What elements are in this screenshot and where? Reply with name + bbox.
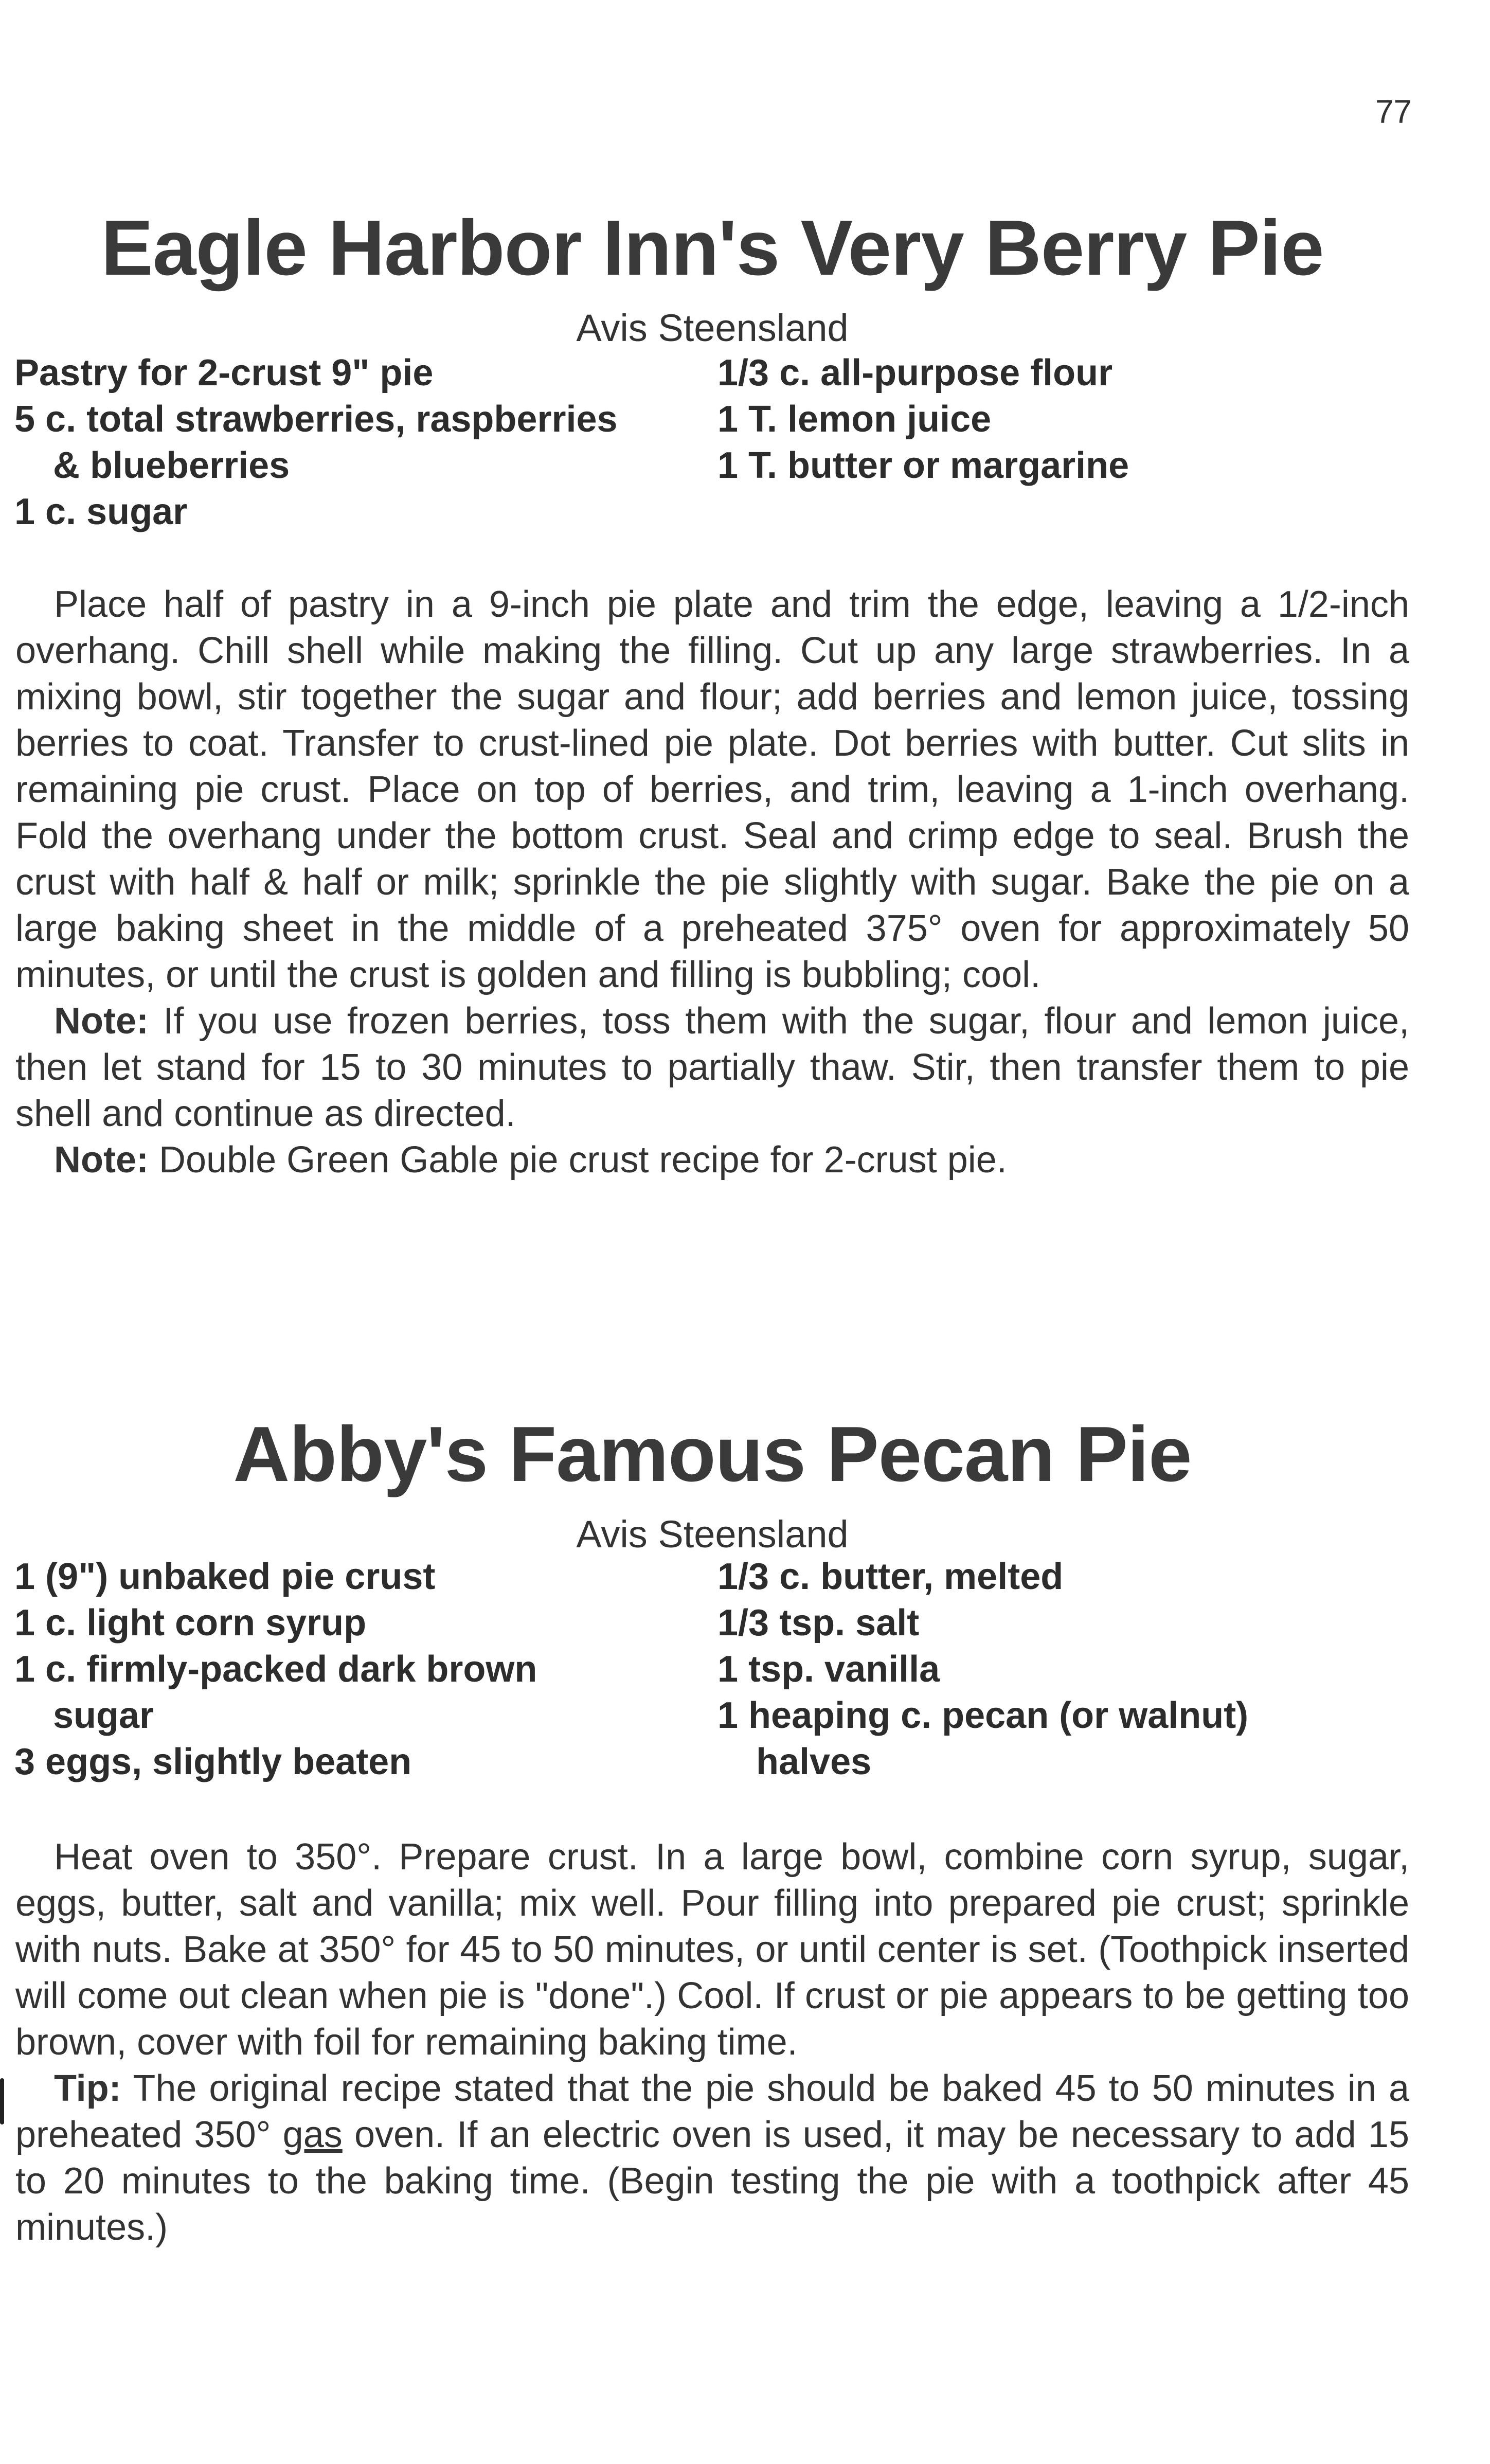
ingredient-item: 1/3 c. all-purpose flour bbox=[717, 352, 1113, 394]
page-number: 77 bbox=[1375, 93, 1412, 130]
recipe-note bbox=[15, 1137, 1409, 1183]
ingredient-item: & blueberries bbox=[53, 445, 290, 486]
note-text: If you use frozen berries, toss them with the sugar, flour and lemon juice, then let stand for 15 to 30 minutes to partially thaw. Stir, then transfer them to pie shell and continue as directed. bbox=[15, 1001, 1409, 1134]
ingredient-item: Pastry for 2-crust 9" pie bbox=[14, 352, 434, 394]
tip-text: oven. If an electric oven is used, it may be necessary to add 15 to 20 minutes to the baking time. (Begin testing the pie with a toothpick after 45 minutes.) bbox=[15, 2114, 1409, 2248]
ingredient-item: 1 T. butter or margarine bbox=[717, 445, 1129, 486]
note-text: Double Green Gable pie crust recipe for 2-crust pie. bbox=[148, 1139, 1007, 1181]
recipe-directions: Place half of pastry in a 9-inch pie plate and trim the edge, leaving a 1/2-inch overhang. Chill shell while making the filling. Cut up any large strawberries. In a mixing bowl, stir together the sugar and flour; add berries and lemon juice, tossing berries to coat. Transfer to crust-lined pie plate. Dot berries with butter. Cut slits in remaining pie crust. Place on top of berries, and trim, leaving a 1-inch overhang. Fold the overhang under the bottom crust. Seal and crimp edge to seal. Brush the crust with half & half or milk; sprinkle the pie slightly with sugar. Bake the pie on a large baking sheet in the middle of a preheated 375° oven for approximately 50 minutes, or until the crust is golden and filling is bubbling; cool. bbox=[15, 584, 1409, 995]
ingredient-item: 1/3 c. butter, melted bbox=[717, 1556, 1064, 1597]
recipe-tip bbox=[15, 2065, 1409, 2251]
ingredient-item: 1 c. sugar bbox=[14, 491, 188, 532]
tip-label: Tip: bbox=[54, 2068, 121, 2109]
ingredient-item: 1 c. firmly-packed dark brown bbox=[14, 1649, 537, 1690]
ingredient-item: 1 c. light corn syrup bbox=[14, 1602, 367, 1644]
recipe-directions: Heat oven to 350°. Prepare crust. In a large bowl, combine corn syrup, sugar, eggs, butter, salt and vanilla; mix well. Pour filling into prepared pie crust; sprinkle with nuts. Bake at 350° for 45 to 50 minutes, or until center is set. (Toothpick inserted will come out clean when pie is "done".) Cool. If crust or pie appears to be getting too brown, cover with foil for remaining baking time. bbox=[15, 1836, 1409, 2063]
recipe-note bbox=[15, 998, 1409, 1137]
ingredient-item: 1/3 tsp. salt bbox=[717, 1602, 920, 1644]
recipe-author: Avis Steensland bbox=[576, 1513, 849, 1556]
ingredient-item: 3 eggs, slightly beaten bbox=[14, 1741, 412, 1782]
ingredient-item: 1 T. lemon juice bbox=[717, 399, 992, 440]
note-label: Note: bbox=[54, 1001, 149, 1042]
ingredients-left bbox=[14, 350, 618, 535]
ingredients-left bbox=[14, 1554, 537, 1785]
recipe-directions-block bbox=[15, 581, 1409, 1183]
tip-text: The original recipe stated that the pie should be baked 45 to 50 minutes in a preheated 350° bbox=[15, 2068, 1409, 2155]
note-label: Note: bbox=[54, 1139, 149, 1181]
ingredients-right bbox=[717, 1554, 1248, 1785]
ingredient-item: sugar bbox=[53, 1695, 154, 1736]
ingredient-item: 1 heaping c. pecan (or walnut) bbox=[717, 1695, 1249, 1736]
tip-underlined-word: gas bbox=[282, 2114, 343, 2155]
binding-margin-mark bbox=[0, 2078, 4, 2124]
recipe-title: Eagle Harbor Inn's Very Berry Pie bbox=[101, 204, 1324, 292]
recipe-directions-block bbox=[15, 1834, 1409, 2251]
ingredients-right bbox=[717, 350, 1129, 489]
recipe-author: Avis Steensland bbox=[576, 307, 849, 349]
recipe-title: Abby's Famous Pecan Pie bbox=[233, 1410, 1192, 1498]
ingredient-item: 5 c. total strawberries, raspberries bbox=[14, 399, 618, 440]
ingredient-item: halves bbox=[756, 1741, 872, 1782]
ingredient-item: 1 (9") unbaked pie crust bbox=[14, 1556, 436, 1597]
ingredient-item: 1 tsp. vanilla bbox=[717, 1649, 940, 1690]
